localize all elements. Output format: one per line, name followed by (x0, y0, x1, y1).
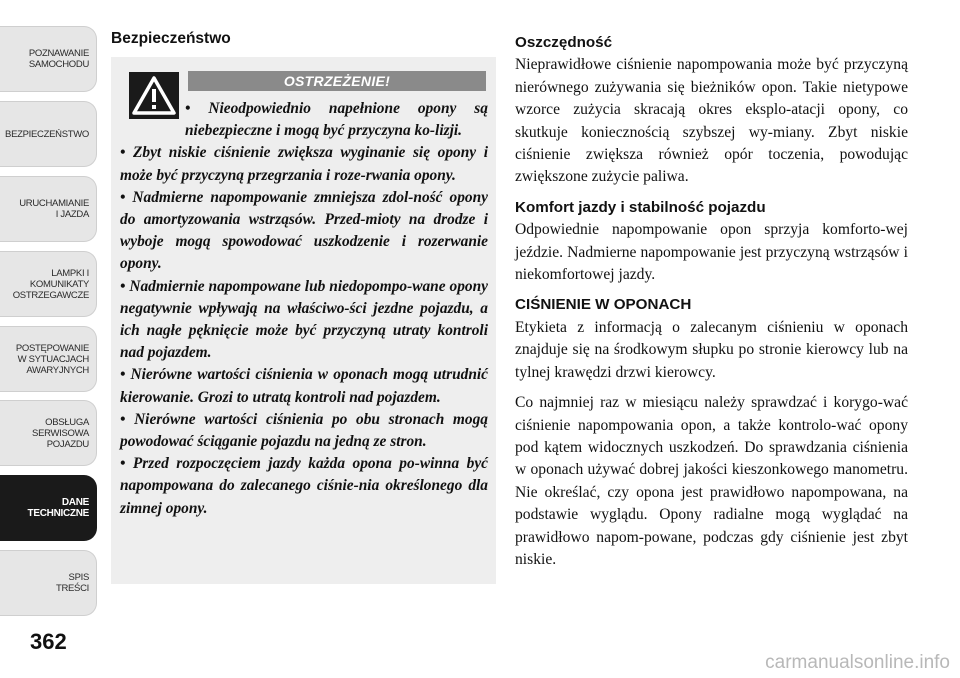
tab-poznawanie-samochodu[interactable]: POZNAWANIE SAMOCHODU (0, 26, 97, 92)
warning-item: • Nierówne wartości ciśnienia po obu stronach mogą powodować ściąganie pojazdu na jedną ze stron. (120, 410, 488, 451)
paragraph-oszczednosc: Nieprawidłowe ciśnienie napompowania może być przyczyną nierównego zużywania się bieżników opon. Takie nietypowe wzorce zużycia skracają okres eksplo-atacji opony, co skutkuje koniecznością szybszej wy-miany. Zbyt niskie ciśnienie zwiększa również opór toczenia, powodując zwiększone zużycie paliwa. (515, 56, 908, 186)
paragraph-cisnienie-2: Co najmniej raz w miesiącu należy sprawdzać i korygo-wać ciśnienie napompowania opon, a także kontrolo-wać opony pod kątem widocznych uszkodzeń. Do sprawdzania ciśnienia w oponach używać dobrej jakości kieszonkowego manometru. Nie określać, czy opona jest prawidłowo napompowana, na podstawie wyglądu. Opony radialne mogą wyglądać na prawidłowo napom-powane, podczas gdy ciśnienie jest zbyt niskie. (515, 394, 908, 568)
heading-komfort: Komfort jazdy i stabilność pojazdu (515, 198, 766, 216)
tab-dane-techniczne[interactable]: DANE TECHNICZNE (0, 475, 97, 541)
warning-item: • Nadmiernie napompowane lub niedopompo-wane opony negatywnie wpływają na właściwo-ści jezdne pojazdu, a ich nagłe pęknięcie może być przyczyną utraty kontroli nad pojazdem. (120, 277, 488, 362)
tab-postepowanie-awaryjne[interactable]: POSTĘPOWANIE W SYTUACJACH AWARYJNYCH (0, 326, 97, 392)
warning-item: • Nieodpowiednio napełnione opony są niebezpieczne i mogą być przyczyna ko-lizji. (185, 100, 488, 140)
right-column (515, 32, 908, 571)
warning-item: • Przed rozpoczęciem jazdy każda opona po-winna być napompowana do zalecanego ciśnie-nia określonego dla zimnej opony. (120, 455, 488, 517)
warning-item: • Nierówne wartości ciśnienia w oponach mogą utrudnić kierowanie. Grozi to utratą kontroli nad pojazdem. (120, 366, 488, 406)
warning-list (120, 98, 488, 520)
paragraph-komfort: Odpowiednie napompowanie opon sprzyja komforto-wej jeździe. Nadmierne napompowanie jest przyczyną wstrząsów i niekomfortowej jazdy. (515, 221, 908, 284)
tab-spis-tresci[interactable]: SPIS TREŚCI (0, 550, 97, 616)
page-number: 362 (30, 629, 67, 654)
tab-obsluga-serwisowa[interactable]: OBSŁUGA SERWISOWA POJAZDU (0, 400, 97, 466)
tab-lampki-i-komunikaty[interactable]: LAMPKI I KOMUNIKATY OSTRZEGAWCZE (0, 251, 97, 317)
paragraph-cisnienie-1: Etykieta z informacją o zalecanym ciśnieniu w oponach znajduje się na środkowym słupku po stronie kierowcy lub na tylnej krawędzi drzwi kierowcy. (515, 318, 908, 381)
tab-bezpieczenstwo[interactable]: BEZPIECZEŃSTWO (0, 101, 97, 167)
warning-item: • Nadmierne napompowanie zmniejsza zdol-ność opony do amortyzowania wstrząsów. Przed-mioty na drodze i wyboje mogą spowodować uszkodzenie i rozerwanie opony. (120, 188, 488, 273)
warning-item: • Zbyt niskie ciśnienie zwiększa wyginanie się opony i może być przyczyną przegrzania i roze-rwania opony. (120, 144, 488, 184)
heading-oszczednosc: Oszczędność (515, 34, 613, 51)
section-title: Bezpieczeństwo (111, 30, 231, 47)
tab-uruchamianie-i-jazda[interactable]: URUCHAMIANIE I JAZDA (0, 176, 97, 242)
warning-box (111, 57, 496, 584)
watermark: carmanualsonline.info (765, 652, 950, 673)
heading-cisnienie: CIŚNIENIE W OPONACH (515, 296, 692, 314)
warning-header: OSTRZEŻENIE! (188, 71, 486, 91)
